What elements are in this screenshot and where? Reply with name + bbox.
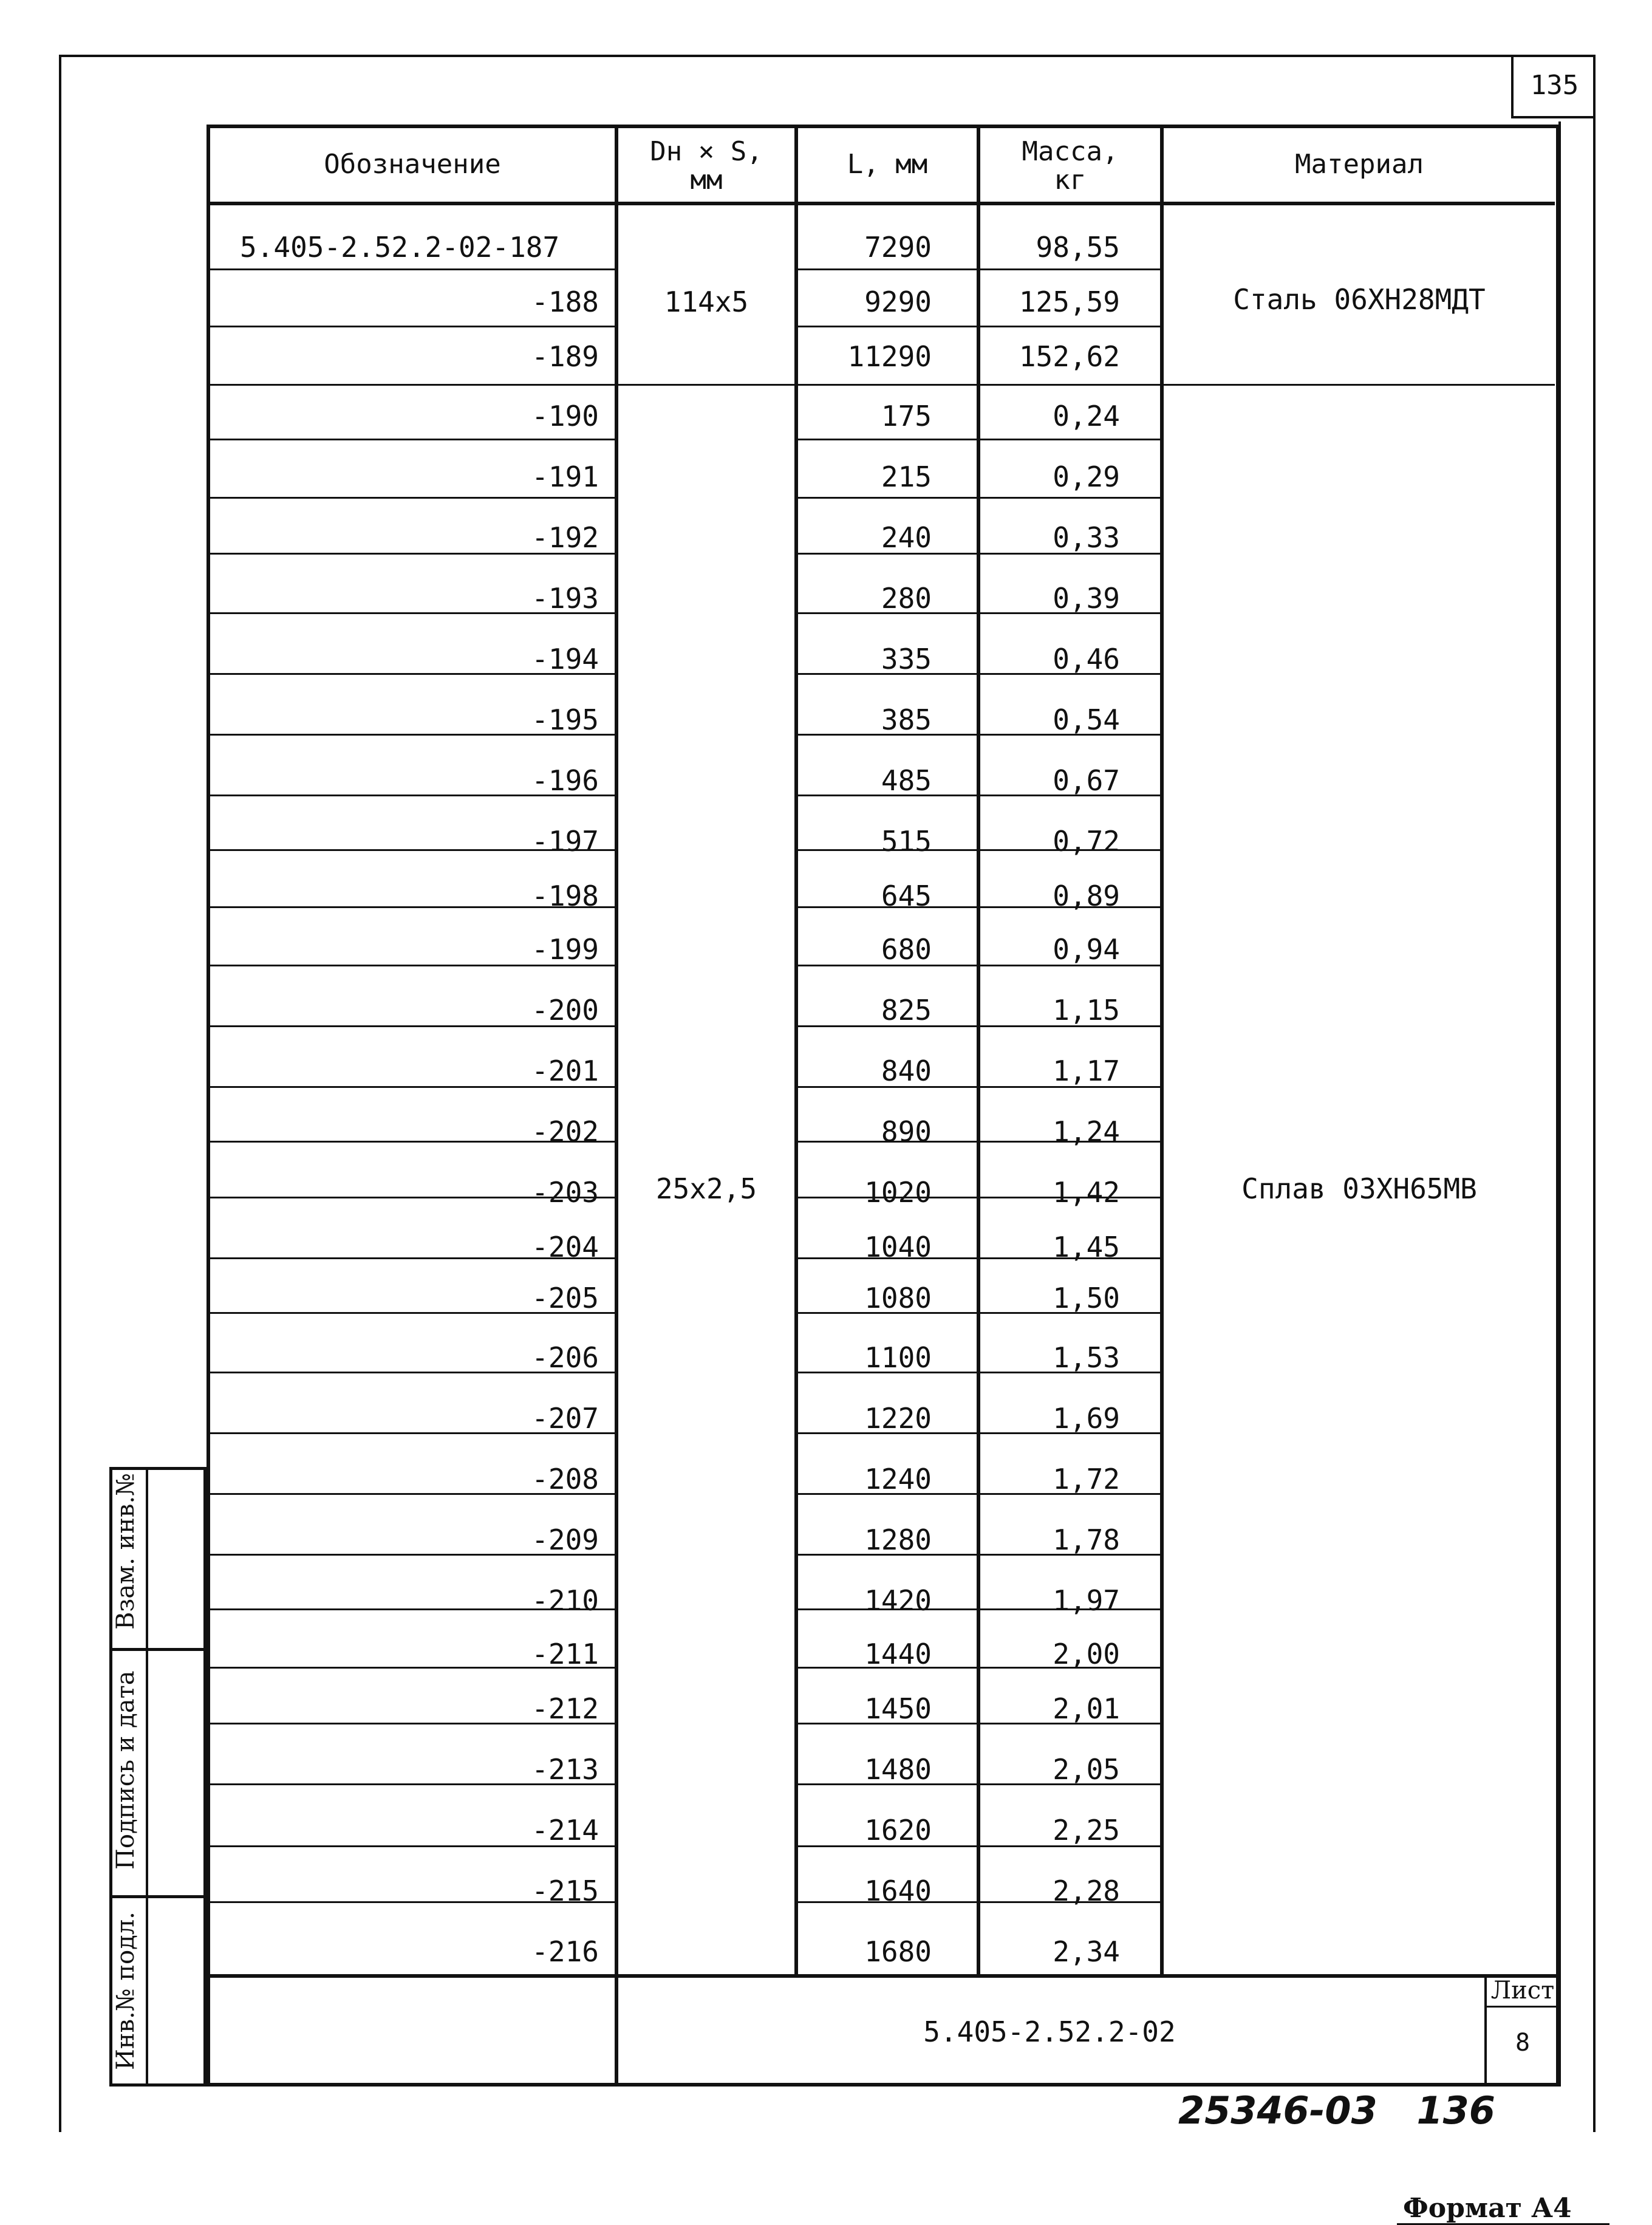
row-mass: 1,69: [1053, 1402, 1120, 1435]
row-line: [210, 268, 615, 270]
row-line: [210, 1667, 615, 1669]
row-line: [798, 1723, 1160, 1724]
row-line: [798, 439, 1160, 440]
row-designation: -207: [531, 1402, 599, 1435]
row-line: [210, 906, 615, 908]
row-line: [210, 384, 615, 386]
row-line: [210, 1783, 615, 1785]
sidebar-field-original-inv: Инв.№ подл.: [112, 1912, 140, 2070]
sidebar-field-replacement-inv: Взам. инв.№: [112, 1472, 140, 1630]
row-length: 1040: [864, 1231, 932, 1263]
row-mass: 1,50: [1053, 1282, 1120, 1314]
row-mass: 0,94: [1053, 933, 1120, 966]
row-length: 1680: [864, 1935, 932, 1968]
group1-dn-s: 114x5: [664, 285, 749, 318]
row-designation: -188: [531, 285, 599, 318]
row-length: 1100: [864, 1341, 932, 1374]
row-designation: -196: [531, 764, 599, 797]
row-designation: -189: [531, 340, 599, 373]
row-mass: 1,15: [1053, 994, 1120, 1027]
row-designation: -206: [531, 1341, 599, 1374]
group2-dn-s: 25x2,5: [655, 1172, 757, 1205]
row-designation: -193: [531, 582, 599, 615]
row-mass: 0,89: [1053, 880, 1120, 912]
row-length: 1280: [864, 1523, 932, 1556]
row-mass: 125,59: [1019, 285, 1120, 318]
row-designation: -195: [531, 703, 599, 736]
row-line: [210, 1845, 615, 1847]
row-line: [210, 849, 615, 851]
row-designation: -202: [531, 1115, 599, 1148]
row-line: [210, 673, 615, 675]
header-dn-s-line2: мм: [690, 164, 723, 196]
row-line: [798, 612, 1160, 614]
row-line: [210, 612, 615, 614]
row-line: [210, 1554, 615, 1556]
sheet-cell-divider: [1484, 2006, 1560, 2008]
row-line: [798, 1432, 1160, 1434]
row-length: 280: [881, 582, 932, 615]
row-length: 1640: [864, 1875, 932, 1907]
row-designation: -208: [531, 1463, 599, 1495]
row-length: 385: [881, 703, 932, 736]
row-mass: 98,55: [1036, 231, 1120, 264]
col-line-4: [1160, 125, 1164, 1974]
row-line: [210, 1493, 615, 1495]
sidebar-field-signature-date: Подпись и дата: [112, 1670, 140, 1870]
row-mass: 1,72: [1053, 1463, 1120, 1495]
row-length: 11290: [847, 340, 932, 373]
row-mass: 2,25: [1053, 1814, 1120, 1847]
row-length: 840: [881, 1054, 932, 1087]
header-mass-line2: кг: [1054, 164, 1087, 196]
row-length: 890: [881, 1115, 932, 1148]
row-designation: -201: [531, 1054, 599, 1087]
row-line: [798, 497, 1160, 499]
document-code: 5.405-2.52.2-02: [923, 2015, 1176, 2048]
row-mass: 1,45: [1053, 1231, 1120, 1263]
row-line: [798, 1197, 1160, 1198]
row-mass: 0,46: [1053, 643, 1120, 675]
row-length: 1420: [864, 1584, 932, 1617]
row-line: [210, 326, 615, 327]
header-designation: Обозначение: [324, 148, 501, 180]
row-mass: 0,72: [1053, 825, 1120, 858]
row-mass: 1,53: [1053, 1341, 1120, 1374]
row-line: [210, 1197, 615, 1198]
sidebar-divider-1: [109, 1648, 206, 1651]
row-length: 515: [881, 825, 932, 858]
row-length: 335: [881, 643, 932, 675]
row-line: [798, 1493, 1160, 1495]
row-mass: 2,34: [1053, 1935, 1120, 1968]
row-designation: -205: [531, 1282, 599, 1314]
row-length: 1080: [864, 1282, 932, 1314]
row-length: 1450: [864, 1692, 932, 1725]
row-line: [798, 1667, 1160, 1669]
group1-material: Сталь 06ХН28МДТ: [1233, 283, 1486, 316]
row-line: [798, 795, 1160, 796]
row-mass: 1,17: [1053, 1054, 1120, 1087]
row-length: 7290: [864, 231, 932, 264]
row-line: [798, 965, 1160, 966]
col-line-1: [615, 125, 618, 1974]
row-line: [798, 268, 1160, 270]
row-line: [798, 553, 1160, 555]
row-line: [210, 1141, 615, 1143]
row-line: [210, 1901, 615, 1903]
sidebar-divider-2: [109, 1895, 206, 1898]
header-dn-s-line1: Dн × S,: [650, 136, 763, 168]
title-block-top: [206, 1974, 1560, 1978]
row-length: 240: [881, 521, 932, 554]
row-line: [210, 734, 615, 736]
row-designation: -190: [531, 400, 599, 432]
row-line: [798, 1257, 1160, 1259]
row-line: [210, 1312, 615, 1314]
header-length: L, мм: [847, 148, 928, 180]
row-line: [798, 1025, 1160, 1027]
row-length: 1620: [864, 1814, 932, 1847]
row-line: [210, 1257, 615, 1259]
row-line: [798, 1845, 1160, 1847]
row-designation: 5.405-2.52.2-02-187: [240, 231, 560, 264]
format-label: Формат А4: [1403, 2193, 1572, 2224]
row-length: 1220: [864, 1402, 932, 1435]
row-line: [798, 1372, 1160, 1373]
row-designation: -215: [531, 1875, 599, 1907]
row-mass: 2,28: [1053, 1875, 1120, 1907]
sheet-label: Лист: [1490, 1977, 1555, 2005]
row-mass: 1,97: [1053, 1584, 1120, 1617]
row-mass: 1,78: [1053, 1523, 1120, 1556]
row-length: 9290: [864, 285, 932, 318]
row-mass: 1,42: [1053, 1176, 1120, 1209]
row-mass: 0,54: [1053, 703, 1120, 736]
row-line: [210, 553, 615, 555]
row-designation: -204: [531, 1231, 599, 1263]
row-line: [798, 1554, 1160, 1556]
row-mass: 1,24: [1053, 1115, 1120, 1148]
row-designation: -199: [531, 933, 599, 966]
header-dn-s: [618, 131, 794, 202]
row-designation: -216: [531, 1935, 599, 1968]
row-length: 645: [881, 880, 932, 912]
row-line: [210, 1432, 615, 1434]
row-line: [798, 384, 1160, 386]
row-mass: 152,62: [1019, 340, 1120, 373]
row-line: [798, 326, 1160, 327]
row-line: [210, 965, 615, 966]
row-designation: -211: [531, 1638, 599, 1670]
row-line: [798, 906, 1160, 908]
row-line: [798, 673, 1160, 675]
row-mass: 2,00: [1053, 1638, 1120, 1670]
header-divider: [206, 202, 1555, 205]
row-designation: -198: [531, 880, 599, 912]
row-designation: -194: [531, 643, 599, 675]
row-line: [798, 1312, 1160, 1314]
row-length: 1440: [864, 1638, 932, 1670]
sidebar-divider-v: [146, 1467, 148, 2087]
row-line: [210, 795, 615, 796]
row-designation: -203: [531, 1176, 599, 1209]
row-designation: -200: [531, 994, 599, 1027]
row-line: [210, 439, 615, 440]
row-line: [798, 1086, 1160, 1088]
row-line: [210, 1086, 615, 1088]
row-mass: 0,29: [1053, 460, 1120, 493]
row-designation: -191: [531, 460, 599, 493]
frame-right-line: [1558, 121, 1561, 2087]
row-mass: 2,01: [1053, 1692, 1120, 1725]
header-mass: [980, 131, 1160, 202]
handwritten-archive-number: 25346-03 136: [1178, 2088, 1495, 2133]
row-mass: 0,33: [1053, 521, 1120, 554]
row-designation: -210: [531, 1584, 599, 1617]
row-length: 680: [881, 933, 932, 966]
top-page-number: 135: [1511, 55, 1596, 118]
row-designation: -192: [531, 521, 599, 554]
row-designation: -212: [531, 1692, 599, 1725]
row-line: [798, 1901, 1160, 1903]
row-designation: -214: [531, 1814, 599, 1847]
row-designation: -213: [531, 1753, 599, 1786]
row-line: [798, 1783, 1160, 1785]
row-length: 1020: [864, 1176, 932, 1209]
header-material: Материал: [1295, 148, 1424, 180]
row-length: 1240: [864, 1463, 932, 1495]
header-mass-line1: Масса,: [1022, 136, 1119, 168]
row-line: [798, 849, 1160, 851]
row-line: [210, 1608, 615, 1610]
row-length: 215: [881, 460, 932, 493]
row-line: [798, 1141, 1160, 1143]
sheet-number: 8: [1515, 2029, 1531, 2057]
row-length: 1480: [864, 1753, 932, 1786]
row-line: [798, 1608, 1160, 1610]
row-designation: -197: [531, 825, 599, 858]
row-line: [210, 1025, 615, 1027]
row-mass: 0,39: [1053, 582, 1120, 615]
row-line: [798, 734, 1160, 736]
group2-material: Сплав 03ХН65МВ: [1241, 1172, 1477, 1205]
row-designation: -209: [531, 1523, 599, 1556]
row-mass: 0,67: [1053, 764, 1120, 797]
row-line: [210, 1723, 615, 1724]
row-line: [210, 1372, 615, 1373]
row-length: 175: [881, 400, 932, 432]
row-mass: 2,05: [1053, 1753, 1120, 1786]
row-length: 485: [881, 764, 932, 797]
row-line: [210, 497, 615, 499]
row-length: 825: [881, 994, 932, 1027]
row-mass: 0,24: [1053, 400, 1120, 432]
